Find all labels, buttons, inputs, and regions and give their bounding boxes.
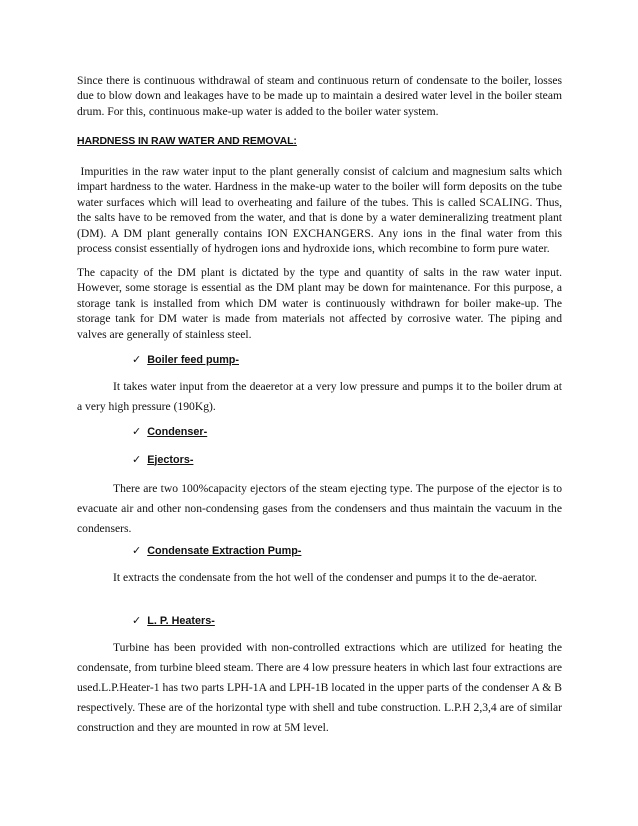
checkmark-icon: ✓ bbox=[132, 453, 142, 466]
condensate-extraction-pump-text: It extracts the condensate from the hot well of the condenser and pumps it to the de-aerator. bbox=[113, 571, 537, 584]
intro-paragraph: Since there is continuous withdrawal of steam and continuous return of condensate to the boiler, losses due to blow down and leakages have to be made up to maintain a desired water level in the boiler steam drum. For this, continuous make-up water is added to the boiler water system. bbox=[77, 74, 562, 118]
bullet-boiler-feed-pump bbox=[132, 353, 239, 366]
condenser-heading: Condenser- bbox=[147, 425, 208, 438]
hardness-heading: HARDNESS IN RAW WATER AND REMOVAL: bbox=[77, 135, 297, 147]
checkmark-icon: ✓ bbox=[132, 614, 142, 627]
lp-heaters-text: Turbine has been provided with non-controlled extractions which are utilized for heating the condensate, from turbine bleed steam. There are 4 low pressure heaters in which last four extractions are used.L.P.Heater-1 has two parts LPH-1A and LPH-1B located in the upper parts of the condenser A & B respectively. These are of the horizontal type with shell and tube construction. L.P.H 2,3,4 are of similar construction and they are mounted in row at 5M level. bbox=[77, 641, 562, 734]
condensate-extraction-pump-heading: Condensate Extraction Pump- bbox=[147, 544, 302, 557]
checkmark-icon: ✓ bbox=[132, 544, 142, 557]
boiler-feed-pump-heading: Boiler feed pump- bbox=[147, 353, 239, 366]
lp-heaters-heading: L. P. Heaters- bbox=[147, 614, 215, 627]
bullet-condenser bbox=[132, 425, 207, 438]
bullet-condensate-extraction-pump bbox=[132, 544, 301, 557]
hardness-paragraph-1: Impurities in the raw water input to the plant generally consist of calcium and magnesium salts which impart hardness to the water. Hardness in the make-up water to the boiler will form deposits on the tube water surfaces which will lead to overheating and failure of the tubes. This is called SCALING. Thus, the salts have to be removed from the water, and that is done by a water demineralizing treatment plant (DM). A DM plant generally contains ION EXCHANGERS. Any ions in the final water from this process consist essentially of hydrogen ions and hydroxide ions, which recombine to form pure water. bbox=[77, 165, 565, 256]
ejectors-text: There are two 100%capacity ejectors of the steam ejecting type. The purpose of the ejector is to evacuate air and other non-condensing gases from the condensers and thus maintain the vacuum in the condensers. bbox=[77, 482, 562, 535]
bullet-lp-heaters bbox=[132, 614, 215, 627]
checkmark-icon: ✓ bbox=[132, 353, 142, 366]
hardness-paragraph-2: The capacity of the DM plant is dictated by the type and quantity of salts in the raw water input. However, some storage is essential as the DM plant may be down for maintenance. For this purpose, a storage tank is installed from which DM water is continuously withdrawn for boiler make-up. The storage tank for DM water is made from materials not affected by corrosive water. The piping and valves are generally of stainless steel. bbox=[77, 266, 562, 341]
boiler-feed-pump-text: It takes water input from the deaeretor at a very low pressure and pumps it to the boiler drum at a very high pressure (190Kg). bbox=[77, 380, 562, 413]
bullet-ejectors bbox=[132, 453, 193, 466]
checkmark-icon: ✓ bbox=[132, 425, 142, 438]
ejectors-heading: Ejectors- bbox=[147, 453, 194, 466]
